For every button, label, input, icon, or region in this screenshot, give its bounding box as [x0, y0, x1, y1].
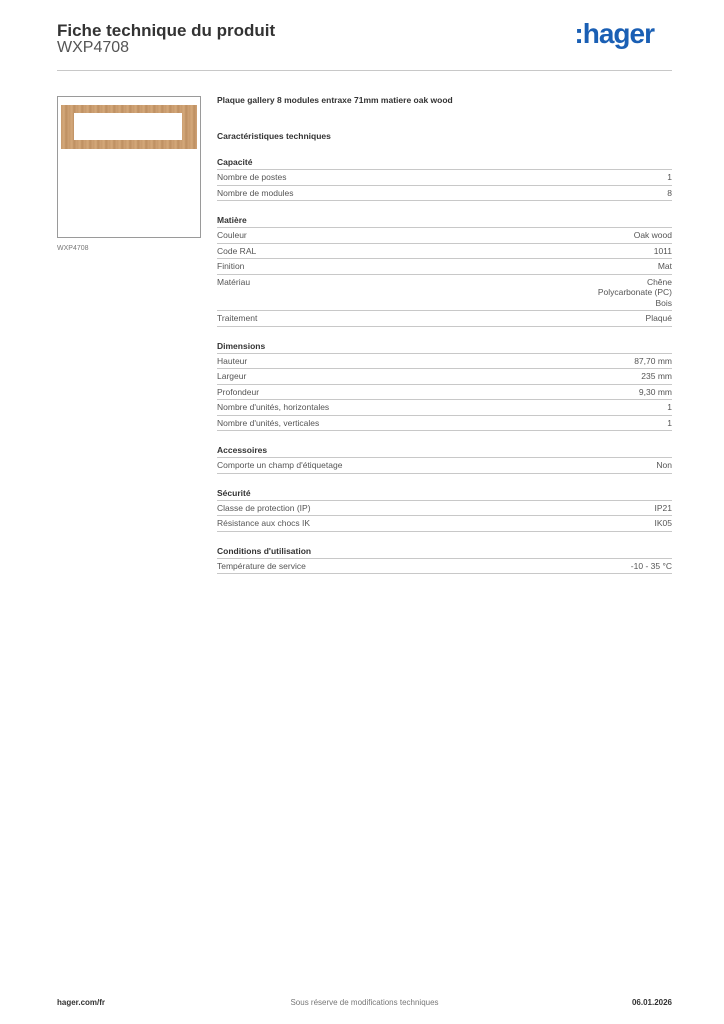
- spec-label: Nombre d'unités, verticales: [217, 417, 320, 428]
- spec-value: 1: [667, 417, 672, 428]
- spec-group-title: Dimensions: [217, 341, 672, 354]
- spec-row: [217, 311, 672, 327]
- spec-row: [217, 516, 672, 532]
- page-header: [57, 20, 672, 71]
- spec-row: [217, 559, 672, 575]
- spec-group-title: Accessoires: [217, 445, 672, 458]
- spec-value: IP21: [654, 502, 672, 513]
- hager-logo: :hager: [574, 18, 654, 49]
- page-footer: [57, 998, 672, 1012]
- spec-row: [217, 259, 672, 275]
- spec-label: Température de service: [217, 560, 306, 571]
- spec-value: Oak wood: [633, 230, 672, 240]
- spec-value: Chêne Polycarbonate (PC) Bois: [597, 276, 672, 308]
- spec-label: Profondeur: [217, 386, 260, 397]
- spec-row: [217, 228, 672, 244]
- spec-group-title: Sécurité: [217, 488, 672, 501]
- spec-group-title: Matière: [217, 215, 672, 228]
- spec-value: 9,30 mm: [638, 386, 672, 397]
- spec-label: Résistance aux chocs IK: [217, 518, 311, 528]
- spec-label: Hauteur: [217, 355, 248, 366]
- spec-row: [217, 458, 672, 474]
- spec-value: 1: [667, 172, 672, 182]
- spec-label: Nombre d'unités, horizontales: [217, 402, 330, 412]
- spec-value: IK05: [654, 518, 672, 528]
- spec-row: [217, 385, 672, 401]
- spec-groups: [217, 157, 672, 574]
- image-caption: WXP4708: [57, 245, 89, 252]
- spec-label: Matériau: [217, 276, 251, 287]
- plate-opening: [74, 113, 182, 140]
- spec-label: Couleur: [217, 230, 247, 240]
- spec-row: [217, 275, 672, 312]
- spec-row: [217, 244, 672, 260]
- document-title: Fiche technique du produit: [57, 21, 276, 40]
- spec-value: -10 - 35 °C: [630, 560, 672, 571]
- product-name: Plaque gallery 8 modules entraxe 71mm matiere oak wood: [217, 95, 453, 105]
- spec-label: Classe de protection (IP): [217, 502, 311, 513]
- spec-row: [217, 416, 672, 432]
- spec-label: Finition: [217, 261, 245, 271]
- spec-row: [217, 400, 672, 416]
- spec-value: 1011: [653, 245, 672, 256]
- spec-row: [217, 186, 672, 202]
- footer-website-link[interactable]: hager.com/fr: [57, 998, 106, 1007]
- spec-value: Non: [656, 460, 672, 470]
- spec-row: [217, 170, 672, 186]
- spec-label: Nombre de postes: [217, 172, 287, 182]
- footer-date: 06.01.2026: [631, 998, 672, 1007]
- spec-label: Largeur: [217, 371, 247, 381]
- spec-group-title: Conditions d'utilisation: [217, 546, 672, 559]
- section-title: Caractéristiques techniques: [217, 131, 331, 141]
- spec-value: Mat: [657, 261, 672, 271]
- spec-row: [217, 369, 672, 385]
- footer-disclaimer: Sous réserve de modifications techniques: [290, 998, 439, 1007]
- spec-row: [217, 354, 672, 370]
- spec-label: Comporte un champ d'étiquetage: [217, 460, 343, 470]
- spec-value: 87,70 mm: [634, 355, 672, 366]
- spec-label: Traitement: [217, 313, 258, 323]
- spec-value: 235 mm: [641, 371, 672, 381]
- spec-value: 8: [667, 187, 672, 198]
- product-reference: WXP4708: [57, 39, 130, 56]
- spec-label: Code RAL: [217, 245, 257, 256]
- product-image: [57, 96, 201, 238]
- wood-plate-graphic: [61, 105, 197, 149]
- spec-row: [217, 501, 672, 517]
- spec-group-title: Capacité: [217, 157, 672, 170]
- spec-value: 1: [667, 402, 672, 412]
- spec-content: [217, 92, 672, 574]
- spec-label: Nombre de modules: [217, 187, 294, 198]
- spec-value: Plaqué: [645, 313, 672, 323]
